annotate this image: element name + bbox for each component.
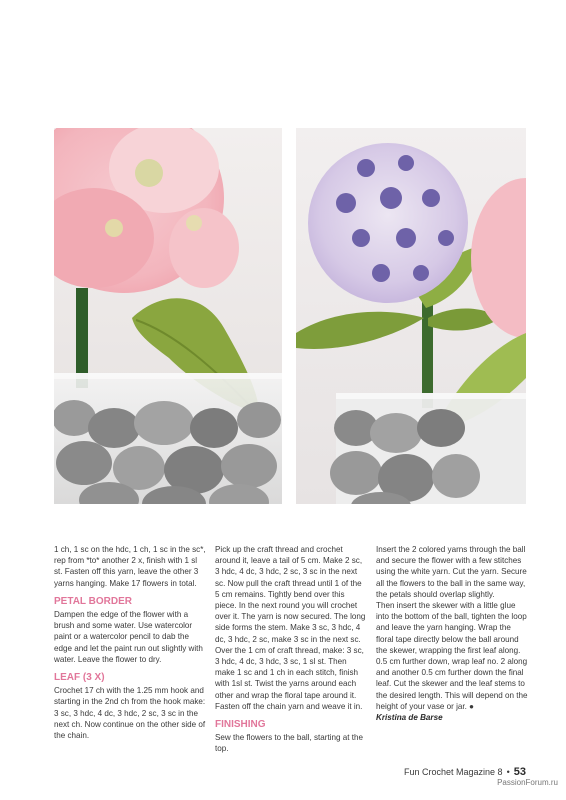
photo-pink-hydrangea (54, 128, 282, 504)
col3-paragraph-1: Insert the 2 colored yarns through the ball and secure the flower with a few stitches using the white yarn. Cut the yarn. Secure all the flowers to the ball in the same way, the petals should overlap slightly. (376, 545, 527, 599)
col1-paragraph-1: 1 ch, 1 sc on the hdc, 1 ch, 1 sc in the sc*, rep from *to* another 2 x, finish with 1 sl st. Fasten off this yarn, leave the other 3 yarns hanging. Make 17 flowers in total. (54, 545, 206, 588)
text-column-1 (54, 544, 206, 741)
col3-paragraph-2: Then insert the skewer with a little glue into the bottom of the ball, tighten the loop and leave the yarn hanging. Wrap the floral tape directly below the ball around the skewer, wrapping the first leaf along. 0.5 cm further down, wrap leaf no. 2 along and another 0.5 cm further down the final leaf. Cut the skewer and the leaf stems to the desired length. This will depend on the height of your vase or jar. ● (376, 601, 528, 711)
author-name: Kristina de Barse (376, 713, 443, 723)
col2-paragraph-2: Sew the flowers to the ball, starting at the top. (215, 733, 364, 754)
pink-hydrangea-image (54, 128, 282, 504)
col2-paragraph-1: Pick up the craft thread and crochet around it, leave a tail of 5 cm. Make 2 sc, 3 hdc, 4 dc, 3 hdc, 2 sc, 3 sc in the next sc. Now pull the craft thread until 1 of the 5 cm remains. Tightly bend over this piece. In the next round you will crochet over it. The yarn is now secured. The long side forms the stem. Make 3 sc, 3 hdc, 4 dc, 3 hdc, 2 sc, make 3 sc in the next sc. Over the 1 cm of craft thread, make: 3 sc, 3 hdc, 4 dc, 3 hdc, 3 sc, 1 sl st. Then make 1 sc and 1 ch in each stitch, finish with 1sl st. Twist the yarns around each other and wrap the floral tape around it. Fasten off the chain yarn and weave it in. (215, 545, 366, 711)
page-footer (404, 766, 526, 778)
heading-petal-border: PETAL BORDER (54, 595, 132, 607)
text-column-3 (376, 544, 528, 723)
footer-bullet: • (506, 767, 510, 777)
watermark: PassionForum.ru (497, 778, 558, 787)
magazine-title: Fun Crochet Magazine 8 (404, 767, 503, 777)
heading-leaf: LEAF (3 X) (54, 672, 105, 684)
col1-paragraph-3: Crochet 17 ch with the 1.25 mm hook and starting in the 2nd ch from the hook make: 3 sc, 3 hdc, 4 dc, 3 hdc, 2 sc, 3 sc in the next ch. Now continue on the other side of the chain. (54, 686, 206, 741)
page-number: 53 (513, 766, 526, 778)
text-column-2 (215, 544, 367, 755)
col1-paragraph-2: Dampen the edge of the flower with a brush and some water. Use watercolor paint or a watercolor pencil to dab the edge and let the paint run out slightly with water. Leave the flower to dry. (54, 610, 203, 664)
photo-lilac-hydrangea (296, 128, 526, 504)
lilac-hydrangea-image (296, 128, 526, 504)
heading-finishing: FINISHING (215, 719, 266, 731)
